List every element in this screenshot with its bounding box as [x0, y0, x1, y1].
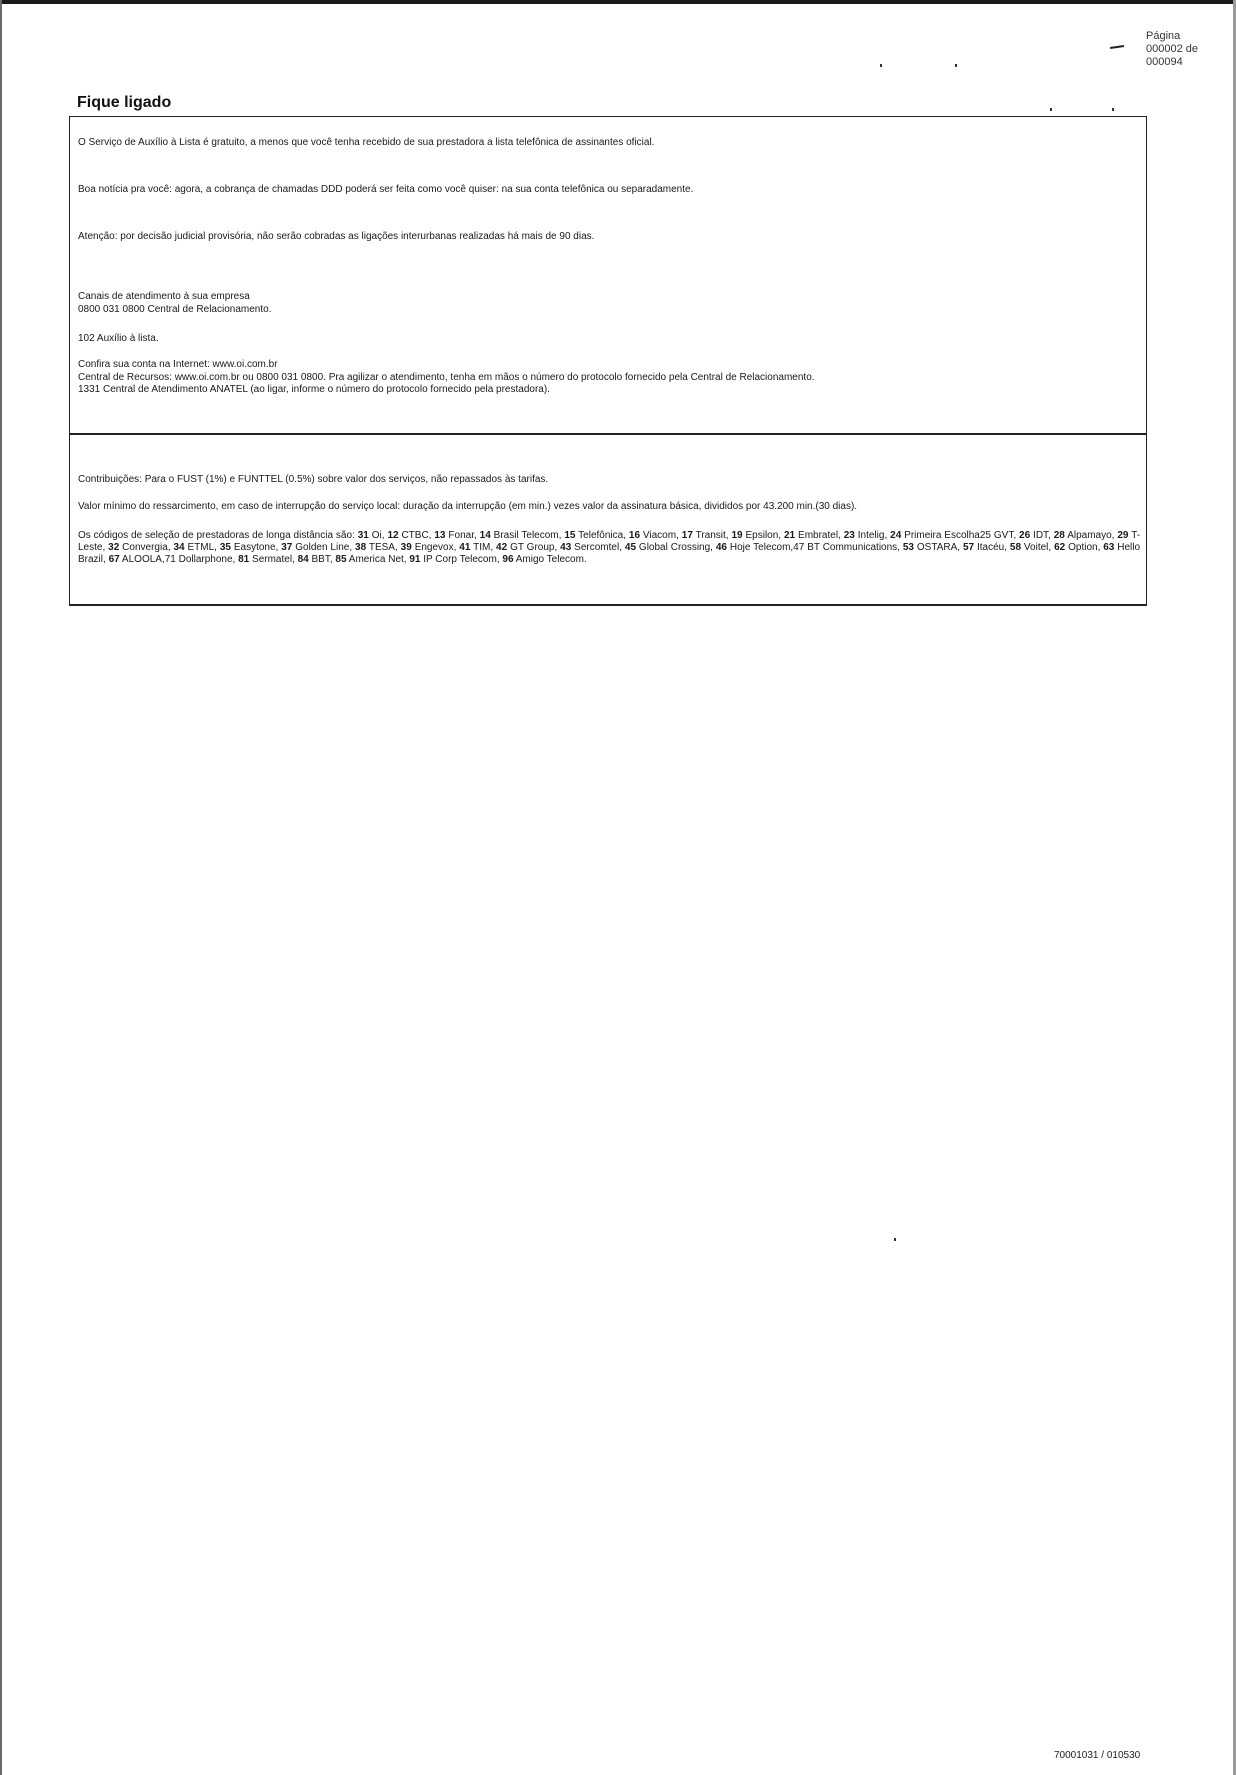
- carrier-code-number: 21: [784, 530, 796, 541]
- auxilio-number: 102 Auxílio à lista.: [78, 333, 159, 344]
- carrier-code-item: [502, 554, 586, 565]
- pen-mark: [1110, 45, 1124, 49]
- carrier-code-number: 32: [108, 542, 120, 553]
- carrier-code-name: Epsilon,: [742, 530, 782, 541]
- carrier-code-number: 42: [496, 542, 508, 553]
- carrier-code-name: Voitel,: [1021, 542, 1052, 553]
- anatel-line: 1331 Central de Atendimento ANATEL (ao ligar, informe o número do protocolo fornecido pela prestadora).: [78, 384, 550, 395]
- carrier-code-name: Telefônica,: [575, 530, 626, 541]
- carrier-code-number: 53: [902, 542, 914, 553]
- carrier-code-name: Option,: [1065, 542, 1101, 553]
- carrier-code-number: 34: [173, 542, 185, 553]
- channels-phone: 0800 031 0800 Central de Relacionamento.: [78, 303, 272, 315]
- carrier-code-item: [480, 530, 562, 541]
- carrier-code-item: [890, 530, 1016, 541]
- carrier-code-item: [963, 542, 1007, 553]
- carrier-code-item: [1054, 530, 1115, 541]
- carrier-code-item: [784, 530, 841, 541]
- carrier-code-item: [409, 554, 499, 565]
- carrier-code-number: 84: [297, 554, 309, 565]
- carrier-code-number: 14: [479, 530, 491, 541]
- carrier-code-item: [1019, 530, 1051, 541]
- info-box-legal: [69, 433, 1147, 606]
- carrier-code-number: 63: [1103, 542, 1115, 553]
- info-box-service: [69, 116, 1147, 435]
- carrier-code-number: 85: [335, 554, 347, 565]
- carrier-code-item: [387, 530, 431, 541]
- carrier-codes-intro: Os códigos de seleção de prestadoras de longa distância são:: [78, 530, 355, 541]
- carrier-code-number: 29: [1117, 530, 1129, 541]
- carrier-code-item: [496, 542, 557, 553]
- carrier-code-item: [355, 542, 398, 553]
- channels-heading: Canais de atendimento à sua empresa: [78, 291, 250, 302]
- carrier-code-name: Transit,: [692, 530, 729, 541]
- carrier-code-name: Sercomtel,: [571, 542, 622, 553]
- page-current: 000002 de: [1146, 43, 1198, 55]
- online-channels: [78, 359, 815, 397]
- carrier-code-name: Convergia,: [119, 542, 171, 553]
- carrier-code-name: IP Corp Telecom,: [420, 554, 500, 565]
- carrier-code-item: [434, 530, 476, 541]
- carrier-code-item: [298, 554, 333, 565]
- scan-speck: [880, 64, 882, 67]
- carrier-code-number: 12: [387, 530, 399, 541]
- carrier-code-name: Primeira Escolha25 GVT,: [901, 530, 1017, 541]
- carrier-code-item: [1054, 542, 1100, 553]
- carrier-code-number: 39: [400, 542, 412, 553]
- carrier-code-item: [682, 530, 729, 541]
- carrier-code-number: 41: [459, 542, 471, 553]
- carrier-code-item: [401, 542, 457, 553]
- carrier-code-number: 23: [843, 530, 855, 541]
- carrier-code-number: 96: [502, 554, 514, 565]
- carrier-code-name: Fonar,: [445, 530, 477, 541]
- carrier-code-item: [731, 530, 781, 541]
- carrier-codes: [78, 530, 1140, 566]
- carrier-code-item: [281, 542, 352, 553]
- scan-edge-left: [0, 0, 2, 1775]
- carrier-code-number: 38: [355, 542, 367, 553]
- carrier-code-name: OSTARA,: [913, 542, 961, 553]
- carrier-code-number: 24: [890, 530, 902, 541]
- carrier-code-number: 35: [219, 542, 231, 553]
- carrier-code-number: 62: [1054, 542, 1066, 553]
- scan-speck: [1112, 108, 1114, 111]
- document-code: 70001031 / 010530: [1054, 1750, 1141, 1761]
- carrier-code-name: Hello Brazil,: [78, 542, 1141, 565]
- carrier-code-name: Intelig,: [854, 530, 888, 541]
- carrier-code-name: Amigo Telecom.: [513, 554, 587, 565]
- carrier-code-number: 26: [1019, 530, 1031, 541]
- carrier-code-name: IDT,: [1030, 530, 1051, 541]
- contributions-notice: Contribuições: Para o FUST (1%) e FUNTTEL (0.5%) sobre valor dos serviços, não repassados às tarifas.: [78, 474, 549, 485]
- carrier-code-number: 31: [357, 530, 369, 541]
- carrier-code-number: 17: [681, 530, 693, 541]
- scan-speck: [894, 1238, 896, 1241]
- carrier-code-number: 58: [1009, 542, 1022, 553]
- carrier-code-name: CTBC,: [398, 530, 432, 541]
- scan-edge-top: [0, 0, 1236, 4]
- service-channels: [78, 291, 271, 316]
- carrier-code-name: Brasil Telecom,: [490, 530, 562, 541]
- carrier-code-number: 46: [715, 542, 727, 553]
- carrier-code-item: [238, 554, 295, 565]
- carrier-code-name: Hoje Telecom,47 BT Communications,: [726, 542, 900, 553]
- carrier-code-number: 37: [281, 542, 293, 553]
- carrier-code-item: [220, 542, 279, 553]
- carrier-code-name: Embratel,: [795, 530, 841, 541]
- carrier-code-name: Itacéu,: [974, 542, 1007, 553]
- carrier-code-name: ALOOLA,71 Dollarphone,: [119, 554, 236, 565]
- internet-line: Confira sua conta na Internet: www.oi.com.br: [78, 359, 278, 370]
- carrier-code-name: Golden Line,: [292, 542, 353, 553]
- carrier-code-name: Easytone,: [230, 542, 279, 553]
- scan-speck: [1050, 108, 1052, 111]
- carrier-code-number: 81: [238, 554, 250, 565]
- refund-notice: Valor mínimo do ressarcimento, em caso de interrupção do serviço local: duração da interrupção (em min.) vezes valor da assinatura básica, divididos por 43.200 min.(30 dias).: [78, 501, 858, 512]
- ddd-billing-notice: Boa notícia pra você: agora, a cobrança de chamadas DDD poderá ser feita como você quiser: na sua conta telefônica ou separadamente.: [78, 184, 694, 195]
- carrier-code-name: BBT,: [308, 554, 333, 565]
- carrier-code-number: 15: [564, 530, 576, 541]
- carrier-code-number: 19: [731, 530, 743, 541]
- recursos-line: Central de Recursos: www.oi.com.br ou 0800 031 0800. Pra agilizar o atendimento, tenha em mãos o número do protocolo fornecido pela Central de Relacionamento.: [78, 371, 815, 383]
- carrier-code-name: Alpamayo,: [1064, 530, 1115, 541]
- carrier-code-item: [109, 554, 236, 565]
- carrier-code-item: [564, 530, 626, 541]
- carrier-code-name: TESA,: [366, 542, 398, 553]
- carrier-code-item: [844, 530, 888, 541]
- carrier-code-item: [716, 542, 900, 553]
- carrier-code-number: 43: [560, 542, 572, 553]
- carrier-code-item: [560, 542, 622, 553]
- carrier-code-number: 16: [628, 530, 641, 541]
- scan-speck: [955, 64, 957, 67]
- carrier-code-name: Engevox,: [411, 542, 457, 553]
- carrier-code-number: 45: [624, 542, 637, 553]
- carrier-code-name: America Net,: [346, 554, 407, 565]
- carrier-code-item: [903, 542, 960, 553]
- page-label: Página: [1146, 30, 1181, 42]
- carrier-code-number: 28: [1053, 530, 1065, 541]
- carrier-code-name: Global Crossing,: [636, 542, 713, 553]
- page-total: 000094: [1146, 56, 1183, 68]
- carrier-code-item: [108, 542, 170, 553]
- carrier-code-name: TIM,: [470, 542, 494, 553]
- carrier-code-name: Viacom,: [640, 530, 679, 541]
- carrier-code-item: [459, 542, 493, 553]
- carrier-code-item: [629, 530, 679, 541]
- judicial-notice: Atenção: por decisão judicial provisória, não serão cobradas as ligações interurbanas realizadas há mais de 90 dias.: [78, 231, 595, 242]
- carrier-code-name: Oi,: [368, 530, 385, 541]
- carrier-code-number: 13: [434, 530, 446, 541]
- carrier-code-item: [358, 530, 385, 541]
- carrier-code-item: [1010, 542, 1051, 553]
- carrier-code-name: T-Leste,: [78, 530, 1141, 553]
- carrier-code-name: ETML,: [184, 542, 217, 553]
- carrier-code-number: 57: [962, 542, 975, 553]
- carrier-code-item: [173, 542, 216, 553]
- section-title: Fique ligado: [77, 94, 172, 111]
- carrier-code-number: 67: [108, 554, 120, 565]
- carrier-code-number: 91: [409, 554, 421, 565]
- carrier-code-name: Sermatel,: [249, 554, 295, 565]
- carrier-code-name: GT Group,: [507, 542, 558, 553]
- carrier-code-item: [335, 554, 406, 565]
- auxilio-lista-notice: O Serviço de Auxílio à Lista é gratuito, a menos que você tenha recebido de sua prestadora a lista telefônica de assinantes oficial.: [78, 137, 655, 148]
- carrier-code-item: [625, 542, 713, 553]
- page-number: [1146, 30, 1198, 69]
